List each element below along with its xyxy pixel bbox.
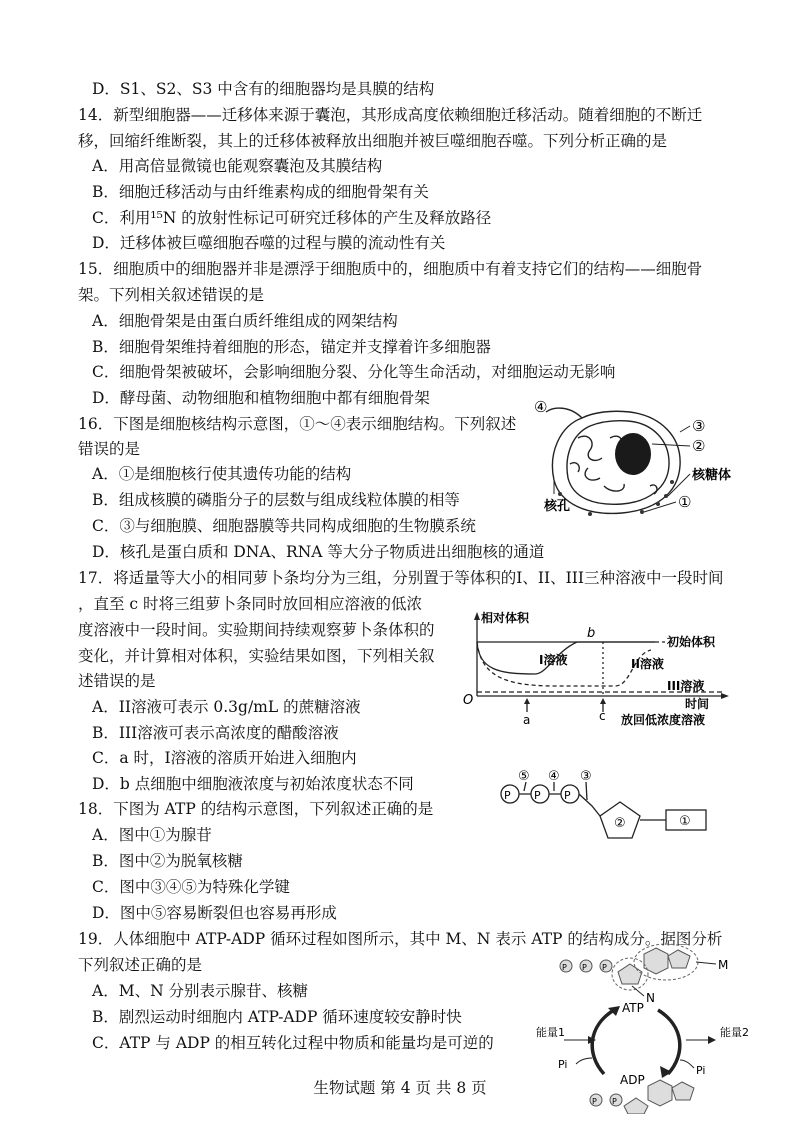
q18-stem: 18．下图为 ATP 的结构示意图，下列叙述正确的是: [78, 800, 434, 818]
graph-initial-label: 初始体积: [667, 635, 716, 649]
q19-stem-2: 下列叙述正确的是: [78, 956, 203, 974]
q14-option-b: B．细胞迁移活动与由纤维素构成的细胞骨架有关: [92, 183, 429, 201]
q16-stem-1: 16．下图是细胞核结构示意图，①～④表示细胞结构。下列叙述: [78, 415, 517, 433]
q17-stem-2: ，直至 c 时将三组萝卜条同时放回相应溶液的低浓: [78, 595, 423, 613]
q18-option-a: A．图中①为腺苷: [92, 826, 212, 844]
graph-sol3-label: III溶液: [667, 679, 705, 693]
q14-stem-2: 移，回缩纤维断裂，其上的迁移体被释放出细胞并被巨噬细胞吞噬。下列分析正确的是: [78, 132, 668, 150]
atp-structure-figure: [490, 764, 730, 854]
graph-tick-a: a: [523, 713, 531, 727]
q16-stem-2: 错误的是: [78, 440, 141, 458]
q17-stem-4: 变化，并计算相对体积，实验结果如图，下列相关叙: [78, 647, 435, 665]
cycle-label-m: M: [718, 958, 729, 972]
q15-stem-1: 15．细胞质中的细胞器并非是漂浮于细胞质中的，细胞质中有着支持它们的结构——细胞骨: [78, 260, 703, 278]
q16-option-a: A．①是细胞核行使其遗传功能的结构: [92, 465, 352, 483]
q14-option-c: C．利用¹⁵N 的放射性标记可研究迁移体的产生及释放路径: [92, 209, 492, 227]
q14-option-a: A．用高倍显微镜也能观察囊泡及其膜结构: [92, 157, 383, 175]
atp-label-4: ④: [548, 769, 560, 784]
graph-point-b: b: [587, 626, 596, 641]
cycle-adp-p1: P: [592, 1097, 597, 1106]
cycle-p2: P: [582, 963, 587, 972]
page-footer: 生物试题 第 4 页 共 8 页: [313, 1079, 487, 1097]
cycle-energy1-label: 能量1: [536, 1026, 565, 1039]
graph-tick-c: c: [599, 709, 606, 723]
graph-note: 放回低浓度溶液: [621, 713, 706, 727]
cycle-p3: P: [602, 963, 607, 972]
nucleus-label-4: ④: [534, 398, 548, 416]
q19-stem-1: 19．人体细胞中 ATP-ADP 循环过程如图所示，其中 M、N 表示 ATP 的结构成分。据图分析: [78, 930, 723, 948]
q17-stem-5: 述错误的是: [78, 672, 156, 690]
nucleus-label-2: ②: [692, 437, 706, 455]
nucleus-label-1: ①: [678, 493, 692, 511]
cycle-adp-label: ADP: [620, 1073, 645, 1087]
graph-origin: O: [463, 693, 474, 708]
cycle-adp-p2: P: [612, 1097, 617, 1106]
cycle-atp-label: ATP: [622, 1001, 644, 1015]
atp-label-1: ①: [679, 814, 691, 829]
atp-label-5: ⑤: [518, 769, 530, 784]
cycle-label-n: N: [646, 991, 655, 1005]
nucleus-label-3: ③: [692, 417, 706, 435]
q18-option-d: D．图中⑤容易断裂但也容易再形成: [92, 904, 337, 922]
q17-stem-3: 度溶液中一段时间。实验期间持续观察萝卜条体积的: [78, 621, 435, 639]
q15-option-b: B．细胞骨架维持着细胞的形态，锚定并支撑着许多细胞器: [92, 338, 491, 356]
q14-option-d: D．迁移体被巨噬细胞吞噬的过程与膜的流动性有关: [92, 234, 446, 252]
q15-option-c: C．细胞骨架被破坏，会影响细胞分裂、分化等生命活动，对细胞运动无影响: [92, 363, 616, 381]
graph-xlabel: 时间: [685, 697, 710, 711]
q15-stem-2: 架。下列相关叙述错误的是: [78, 286, 265, 304]
q16-option-b: B．组成核膜的磷脂分子的层数与组成线粒体膜的相等: [92, 491, 460, 509]
q17-stem-1: 17．将适量等大小的相同萝卜条均分为三组，分别置于等体积的I、II、III三种溶液中一段时间: [78, 569, 724, 587]
graph-sol1-label: I溶液: [539, 653, 568, 667]
atp-p1: P: [504, 789, 511, 802]
q16-option-c: C．③与细胞膜、细胞器膜等共同构成细胞的生物膜系统: [92, 517, 476, 535]
volume-graph-figure: [455, 608, 735, 730]
cycle-p1: P: [562, 963, 567, 972]
graph-sol2-label: II溶液: [631, 657, 664, 671]
cycle-energy2-label: 能量2: [720, 1026, 749, 1039]
atp-label-3: ③: [580, 769, 592, 784]
q17-option-c: C．a 时，I溶液的溶质开始进入细胞内: [92, 749, 357, 767]
q13-option-d: D．S1、S2、S3 中含有的细胞器均是具膜的结构: [92, 80, 435, 98]
cycle-pi-right: Pi: [696, 1064, 706, 1077]
graph-ylabel: 相对体积: [481, 611, 530, 625]
atp-p3: P: [564, 789, 571, 802]
q17-option-a: A．II溶液可表示 0.3g/mL 的蔗糖溶液: [92, 698, 361, 716]
q19-option-b: B．剧烈运动时细胞内 ATP-ADP 循环速度较安静时快: [92, 1008, 462, 1026]
q14-stem-1: 14．新型细胞器——迁移体来源于囊泡，其形成高度依赖细胞迁移活动。随着细胞的不断迁: [78, 106, 703, 124]
q18-option-b: B．图中②为脱氧核糖: [92, 852, 243, 870]
q17-option-d: D．b 点细胞中细胞液浓度与初始浓度状态不同: [92, 775, 414, 793]
q15-option-a: A．细胞骨架是由蛋白质纤维组成的网架结构: [92, 312, 398, 330]
nucleus-ribosome-label: 核糖体: [692, 468, 732, 483]
q17-option-b: B．III溶液可表示高浓度的醋酸溶液: [92, 724, 339, 742]
q19-option-c: C．ATP 与 ADP 的相互转化过程中物质和能量均是可逆的: [92, 1034, 494, 1052]
atp-p2: P: [534, 789, 541, 802]
q16-option-d: D．核孔是蛋白质和 DNA、RNA 等大分子物质进出细胞核的通道: [92, 543, 545, 561]
q18-option-c: C．图中③④⑤为特殊化学键: [92, 878, 290, 896]
atp-label-2: ②: [614, 816, 626, 831]
q19-option-a: A．M、N 分别表示腺苷、核糖: [92, 982, 309, 1000]
nucleus-figure: [530, 398, 766, 524]
cycle-pi-left: Pi: [558, 1058, 568, 1071]
nucleus-pore-label: 核孔: [544, 499, 571, 514]
q15-option-d: D．酵母菌、动物细胞和植物细胞中都有细胞骨架: [92, 389, 430, 407]
